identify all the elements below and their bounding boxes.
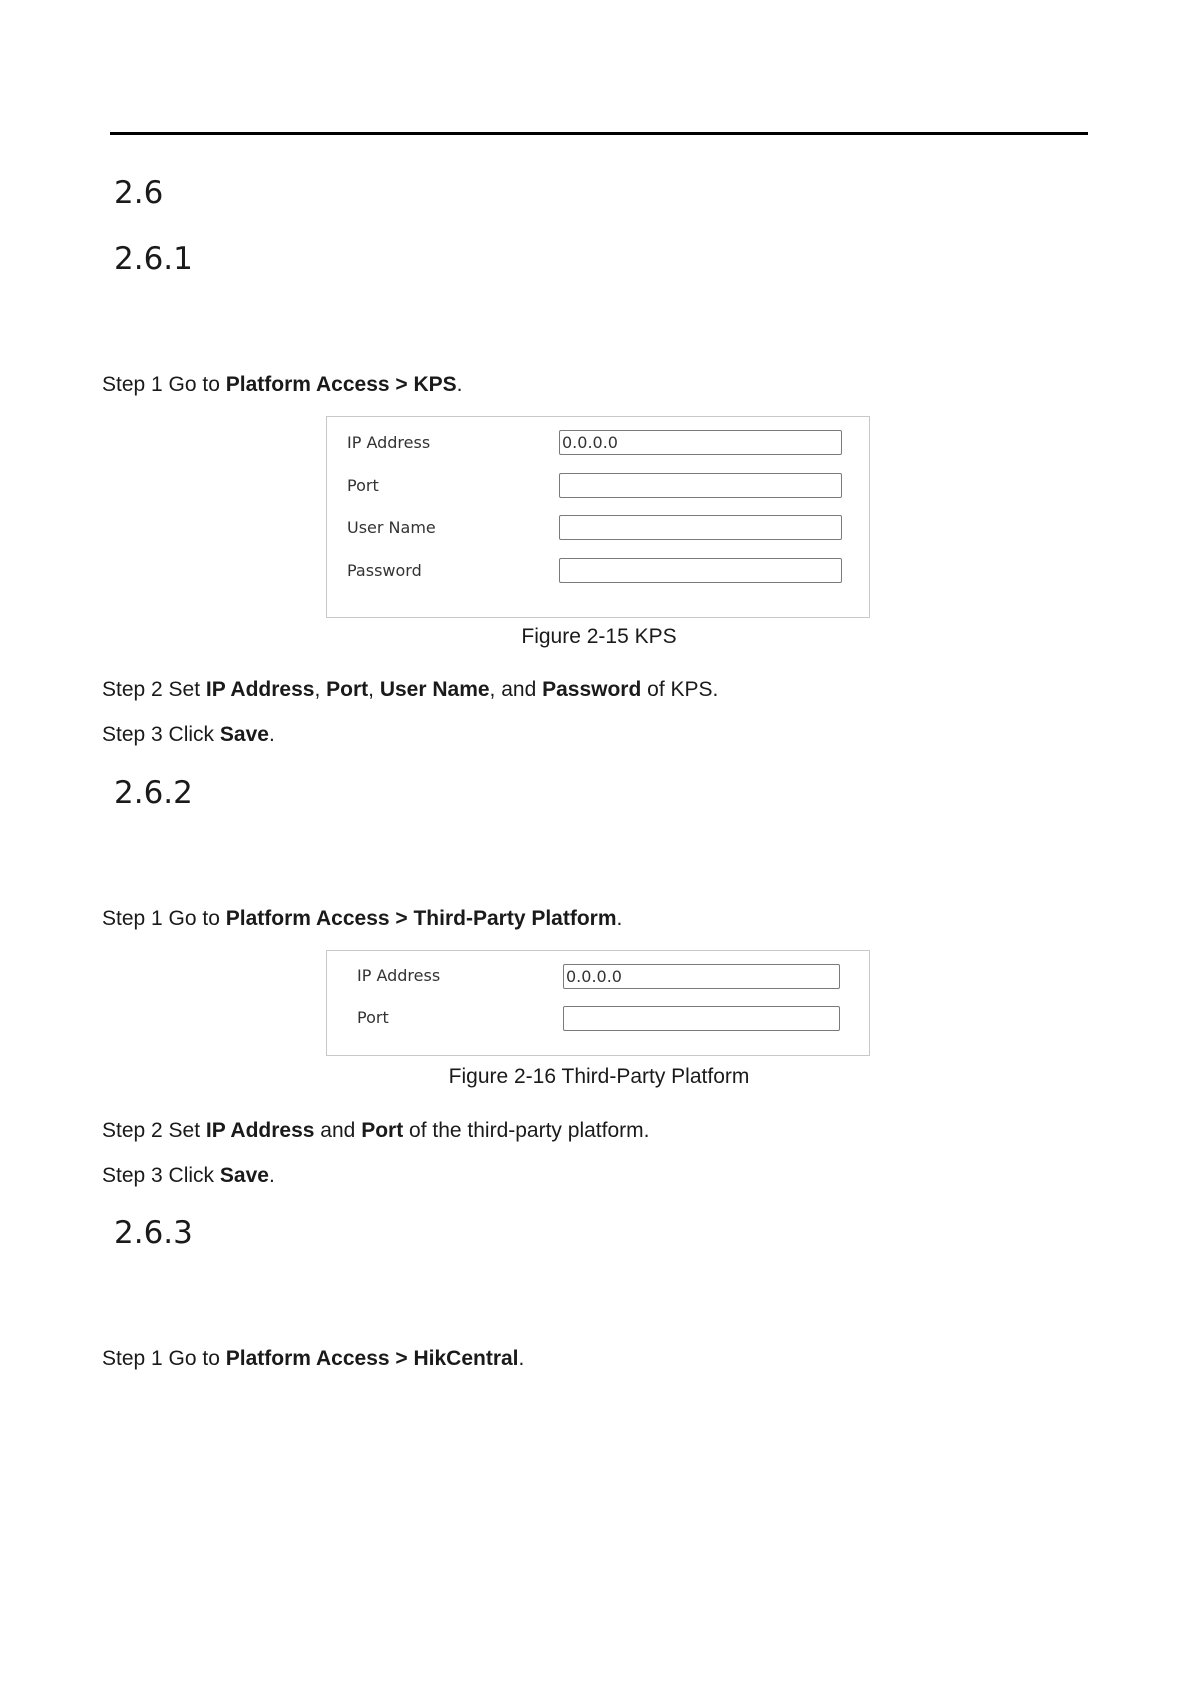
third-party-port-input[interactable] <box>563 1006 840 1031</box>
hikcentral-step-1: Step 1 Go to Platform Access > HikCentral. <box>102 1347 525 1370</box>
kps-figure <box>326 416 870 618</box>
third-party-figure-caption: Figure 2-16 Third-Party Platform <box>448 1065 750 1088</box>
section-heading-2-6-3: 2.6.3 <box>114 1215 193 1251</box>
kps-port-input[interactable] <box>559 473 842 498</box>
third-party-ip-address-input[interactable]: 0.0.0.0 <box>563 964 840 989</box>
kps-user-name-label: User Name <box>347 518 436 537</box>
section-heading-2-6-2: 2.6.2 <box>114 775 193 811</box>
third-party-port-label: Port <box>357 1008 389 1027</box>
kps-user-name-input[interactable] <box>559 515 842 540</box>
header-rule <box>110 132 1088 135</box>
kps-password-label: Password <box>347 561 422 580</box>
kps-ip-address-label: IP Address <box>347 433 431 452</box>
kps-figure-caption: Figure 2-15 KPS <box>521 625 677 648</box>
third-party-step-2: Step 2 Set IP Address and Port of the third-party platform. <box>102 1119 650 1142</box>
kps-port-label: Port <box>347 476 379 495</box>
kps-step-1: Step 1 Go to Platform Access > KPS. <box>102 373 463 396</box>
kps-step-3: Step 3 Click Save. <box>102 723 275 746</box>
section-heading-2-6-1: 2.6.1 <box>114 241 193 277</box>
third-party-figure <box>326 950 870 1056</box>
third-party-ip-address-label: IP Address <box>357 966 441 985</box>
kps-ip-address-input[interactable]: 0.0.0.0 <box>559 430 842 455</box>
third-party-step-1: Step 1 Go to Platform Access > Third-Party Platform. <box>102 907 623 930</box>
kps-password-input[interactable] <box>559 558 842 583</box>
third-party-step-3: Step 3 Click Save. <box>102 1164 275 1187</box>
section-heading-2-6: 2.6 <box>114 175 164 211</box>
kps-step-2: Step 2 Set IP Address, Port, User Name, and Password of KPS. <box>102 678 719 701</box>
